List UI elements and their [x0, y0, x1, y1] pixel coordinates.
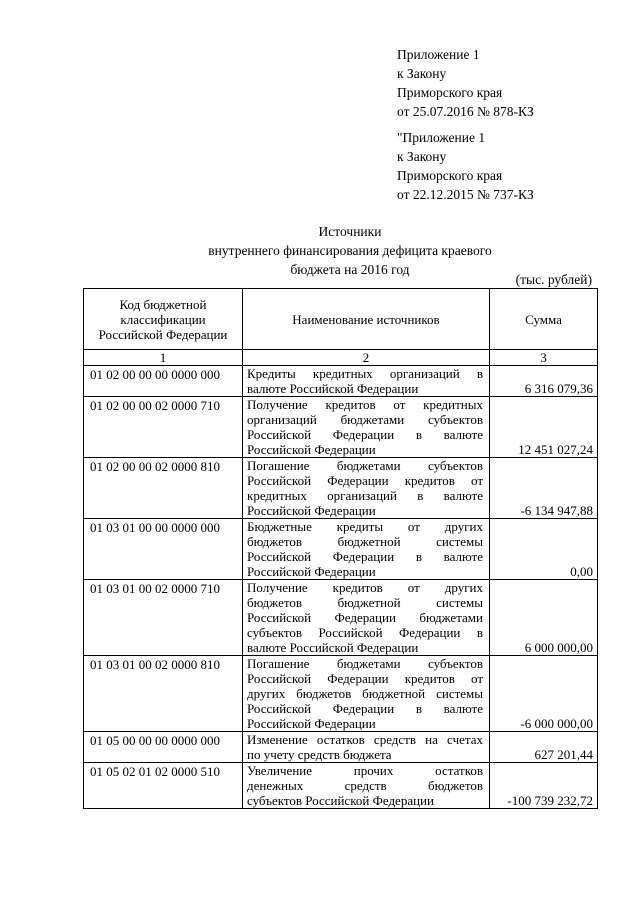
title-line: бюджета на 2016 год [290, 262, 410, 277]
source-name-line: Кредиты кредитных организаций в [247, 366, 483, 381]
source-name-line: Российской Федерации кредитов от [247, 671, 483, 686]
table-row [84, 732, 598, 763]
source-name-line: Российской Федерации в валюте [247, 549, 483, 564]
original-appendix-header [397, 128, 534, 204]
source-name-cell [243, 763, 490, 809]
source-name-line: Российской Федерации кредитов от [247, 473, 483, 488]
source-name-line: бюджетов бюджетной системы [247, 534, 483, 549]
table-row [84, 580, 598, 656]
budget-code-cell: 01 02 00 00 02 0000 710 [84, 397, 243, 458]
table-row [84, 519, 598, 580]
table-row [84, 763, 598, 809]
budget-code-cell: 01 02 00 00 00 0000 000 [84, 366, 243, 397]
table-row [84, 656, 598, 732]
approval-line: от 25.07.2016 № 878-КЗ [397, 104, 534, 119]
table-row [84, 397, 598, 458]
column-number: 3 [490, 350, 598, 366]
column-header-name: Наименование источников [243, 289, 490, 350]
source-name-line: валюте Российской Федерации [247, 640, 419, 655]
appendix-line: от 22.12.2015 № 737-КЗ [397, 187, 534, 202]
sum-cell: -6 134 947,88 [490, 458, 598, 519]
budget-code-cell: 01 05 02 01 02 0000 510 [84, 763, 243, 809]
source-name-cell [243, 458, 490, 519]
column-number: 1 [84, 350, 243, 366]
source-name-line: Российской Федерации [247, 503, 376, 518]
source-name-line: денежных средств бюджетов [247, 778, 483, 793]
source-name-line: Получение кредитов от других [247, 580, 483, 595]
title-line: внутреннего финансирования дефицита краевого [208, 243, 492, 258]
column-header-code: Код бюджетной классификации Российской Федерации [84, 289, 243, 350]
appendix-line: Приморского края [397, 168, 503, 183]
budget-code-cell: 01 03 01 00 00 0000 000 [84, 519, 243, 580]
source-name-line: Погашение бюджетами субъектов [247, 458, 483, 473]
source-name-line: Увеличение прочих остатков [247, 763, 483, 778]
table-row [84, 458, 598, 519]
sum-cell: 627 201,44 [490, 732, 598, 763]
budget-code-cell: 01 02 00 00 02 0000 810 [84, 458, 243, 519]
units-label: (тыс. рублей) [515, 272, 592, 287]
sum-cell: 12 451 027,24 [490, 397, 598, 458]
source-name-line: Российской Федерации [247, 716, 376, 731]
source-name-line: бюджетов бюджетной системы [247, 595, 483, 610]
column-header-sum: Сумма [490, 289, 598, 350]
approval-line: Приложение 1 [397, 47, 480, 62]
sum-cell: -6 000 000,00 [490, 656, 598, 732]
source-name-line: субъектов Российской Федерации в [247, 625, 483, 640]
approval-line: Приморского края [397, 85, 503, 100]
source-name-line: валюте Российской Федерации [247, 381, 419, 396]
source-name-cell [243, 580, 490, 656]
source-name-cell [243, 397, 490, 458]
source-name-cell [243, 366, 490, 397]
title-line: Источники [318, 224, 382, 239]
appendix-line: к Закону [397, 149, 447, 164]
budget-code-cell: 01 03 01 00 02 0000 710 [84, 580, 243, 656]
source-name-line: кредитных организаций в валюте [247, 488, 483, 503]
table-header-row [84, 289, 598, 350]
source-name-line: Российской Федерации в валюте [247, 701, 483, 716]
column-number: 2 [243, 350, 490, 366]
source-name-cell [243, 656, 490, 732]
source-name-cell [243, 732, 490, 763]
approval-line: к Закону [397, 66, 447, 81]
source-name-line: Российской Федерации бюджетами [247, 610, 483, 625]
appendix-line: "Приложение 1 [397, 130, 486, 145]
approval-header [397, 45, 534, 121]
source-name-cell [243, 519, 490, 580]
source-name-line: Российской Федерации [247, 564, 376, 579]
budget-code-cell: 01 05 00 00 00 0000 000 [84, 732, 243, 763]
column-number-row [84, 350, 598, 366]
source-name-line: Погашение бюджетами субъектов [247, 656, 483, 671]
sum-cell: 6 316 079,36 [490, 366, 598, 397]
budget-code-cell: 01 03 01 00 02 0000 810 [84, 656, 243, 732]
financing-sources-table [83, 288, 598, 809]
source-name-line: по учету средств бюджета [247, 747, 392, 762]
source-name-line: Российской Федерации [247, 442, 376, 457]
table-row [84, 366, 598, 397]
document-title [140, 222, 560, 279]
source-name-line: Изменение остатков средств на счетах [247, 732, 483, 747]
source-name-line: субъектов Российской Федерации [247, 793, 434, 808]
source-name-line: Получение кредитов от кредитных [247, 397, 483, 412]
sum-cell: 0,00 [490, 519, 598, 580]
source-name-line: организаций бюджетами субъектов [247, 412, 483, 427]
sum-cell: -100 739 232,72 [490, 763, 598, 809]
source-name-line: других бюджетов бюджетной системы [247, 686, 483, 701]
source-name-line: Бюджетные кредиты от других [247, 519, 483, 534]
source-name-line: Российской Федерации в валюте [247, 427, 483, 442]
sum-cell: 6 000 000,00 [490, 580, 598, 656]
